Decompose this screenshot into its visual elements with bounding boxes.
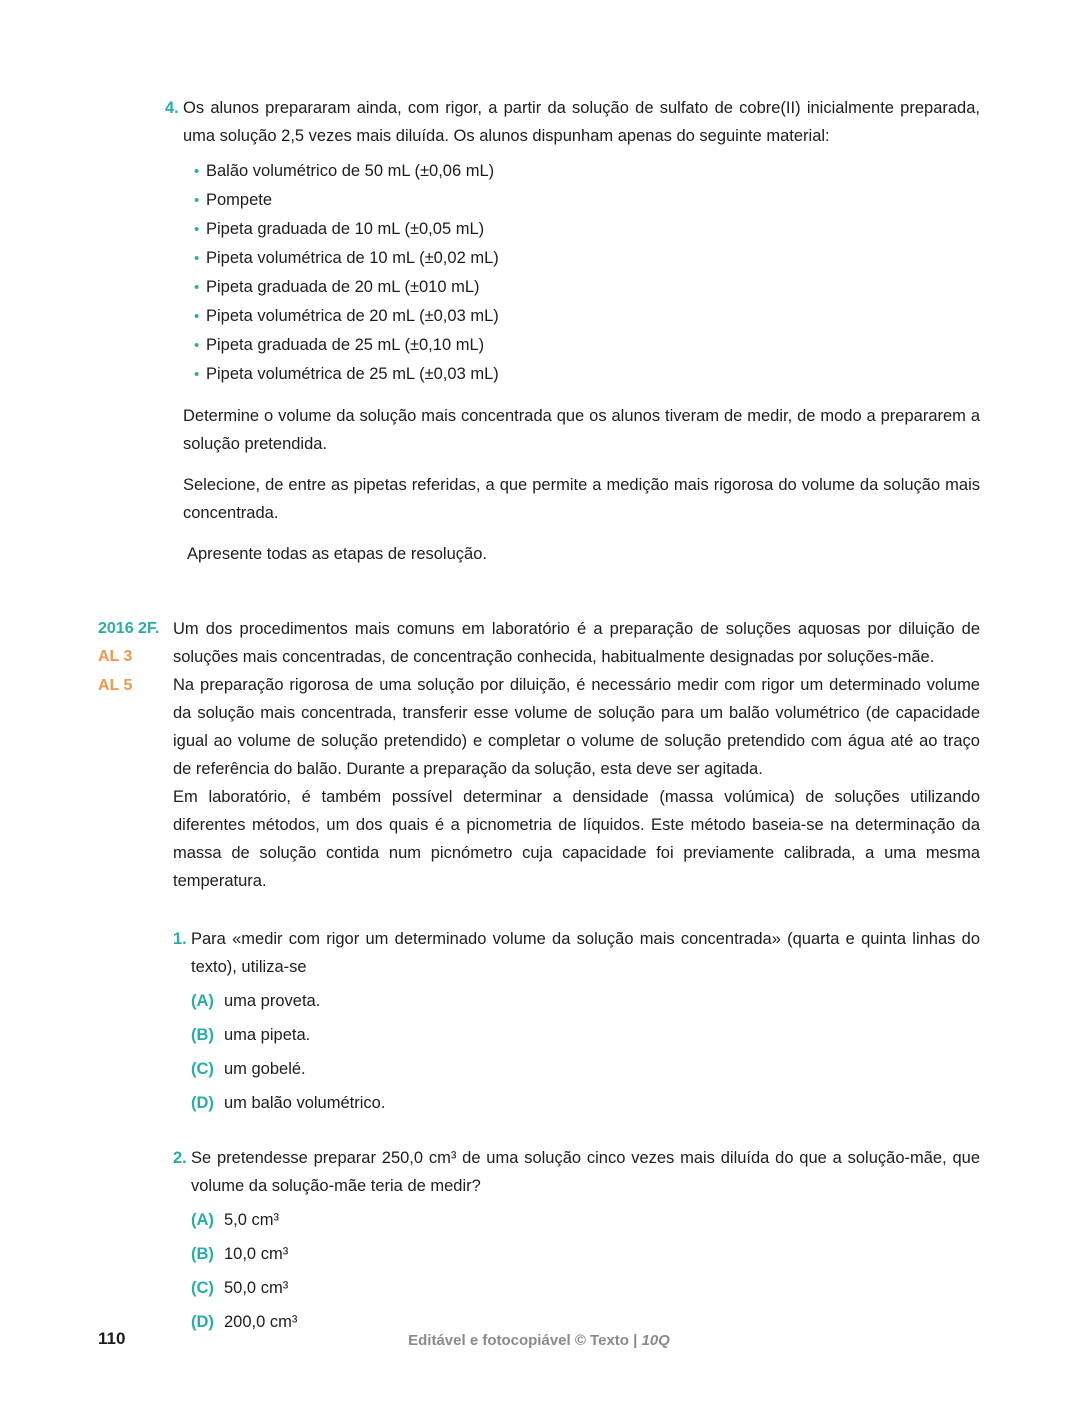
question-2-number: 2.	[173, 1149, 187, 1167]
bullet-icon: •	[194, 250, 200, 267]
option-d-label: (D)	[191, 1313, 214, 1331]
exercise-paragraph: Um dos procedimentos mais comuns em laboratório é a preparação de soluções aquosas por diluição de soluções mais concentradas, de concentração conhecida, habitualmente designadas por soluções-mãe.	[173, 620, 980, 666]
option-a-text: uma proveta.	[224, 992, 321, 1010]
page-footer	[98, 1325, 980, 1347]
material-label: Pipeta volumétrica de 25 mL (±0,03 mL)	[206, 365, 499, 383]
materials-list	[194, 157, 980, 389]
page-number: 110	[98, 1329, 126, 1348]
material-item	[194, 244, 980, 273]
question-1-options	[191, 987, 980, 1117]
option-d-text: um balão volumétrico.	[224, 1094, 386, 1112]
material-label: Pipeta volumétrica de 20 mL (±0,03 mL)	[206, 307, 499, 325]
exercise-item-4	[165, 94, 980, 568]
question-2-text: Se pretendesse preparar 250,0 cm³ de uma solução cinco vezes mais diluída do que a solução-mãe, que volume da solução-mãe teria de medir?	[191, 1149, 980, 1195]
material-item	[194, 273, 980, 302]
option-d	[191, 1089, 980, 1117]
question-2	[173, 1144, 980, 1336]
option-c-text: um gobelé.	[224, 1060, 306, 1078]
task-paragraph: Apresente todas as etapas de resolução.	[187, 545, 487, 563]
option-b	[191, 1021, 980, 1049]
material-item	[194, 186, 980, 215]
option-a	[191, 1206, 980, 1234]
material-label: Pipeta graduada de 25 mL (±0,10 mL)	[206, 336, 485, 354]
exam-code-label: 2016 2F.	[98, 620, 160, 637]
option-d-label: (D)	[191, 1094, 214, 1112]
option-a-text: 5,0 cm³	[224, 1211, 280, 1229]
bullet-icon: •	[194, 192, 200, 209]
exercise-paragraph: Em laboratório, é também possível determinar a densidade (massa volúmica) de soluções utilizando diferentes métodos, um dos quais é a picnometria de líquidos. Este método baseia-se na determinação da massa de solução contida num picnómetro cuja capacidade foi previamente calibrada, a uma mesma temperatura.	[173, 788, 980, 890]
task-paragraph: Determine o volume da solução mais concentrada que os alunos tiveram de medir, de modo a prepararem a solução pretendida.	[183, 407, 980, 453]
item-4-body	[183, 94, 980, 568]
footer-credit	[98, 1327, 980, 1355]
option-b	[191, 1240, 980, 1268]
bullet-icon: •	[194, 366, 200, 383]
option-c	[191, 1274, 980, 1302]
option-d-text: 200,0 cm³	[224, 1313, 298, 1331]
question-1-body	[191, 925, 980, 1117]
footer-edition: 10Q	[641, 1332, 670, 1349]
option-a-label: (A)	[191, 1211, 214, 1229]
option-b-label: (B)	[191, 1245, 214, 1263]
option-c-label: (C)	[191, 1060, 214, 1078]
bullet-icon: •	[194, 221, 200, 238]
option-c	[191, 1055, 980, 1083]
bullet-icon: •	[194, 308, 200, 325]
question-2-body	[191, 1144, 980, 1336]
material-label: Pipeta graduada de 20 mL (±010 mL)	[206, 278, 480, 296]
option-a	[191, 987, 980, 1015]
bullet-icon: •	[194, 279, 200, 296]
exercise-2016-2f	[98, 615, 980, 1336]
question-1	[173, 925, 980, 1117]
material-item	[194, 360, 980, 389]
option-b-text: 10,0 cm³	[224, 1245, 289, 1263]
option-a-label: (A)	[191, 992, 214, 1010]
material-item	[194, 157, 980, 186]
option-b-text: uma pipeta.	[224, 1026, 311, 1044]
item-4-intro: Os alunos prepararam ainda, com rigor, a partir da solução de sulfato de cobre(II) inicialmente preparada, uma solução 2,5 vezes mais diluída. Os alunos dispunham apenas do seguinte material:	[183, 99, 980, 145]
item-4-number: 4.	[165, 99, 179, 117]
question-1-number: 1.	[173, 930, 187, 948]
option-c-label: (C)	[191, 1279, 214, 1297]
option-b-label: (B)	[191, 1026, 214, 1044]
footer-credit-text: Editável e fotocopiável © Texto |	[408, 1332, 638, 1349]
bullet-icon: •	[194, 163, 200, 180]
material-label: Balão volumétrico de 50 mL (±0,06 mL)	[206, 162, 495, 180]
material-item	[194, 302, 980, 331]
question-1-text: Para «medir com rigor um determinado volume da solução mais concentrada» (quarta e quinta linhas do texto), utiliza-se	[191, 930, 980, 976]
bullet-icon: •	[194, 337, 200, 354]
question-2-options	[191, 1206, 980, 1336]
exercise-paragraph: Na preparação rigorosa de uma solução por diluição, é necessário medir com rigor um determinado volume da solução mais concentrada, transferir esse volume de solução para um balão volumétrico (de capacidade igual ao volume de solução pretendido) e completar o volume de solução pretendido com água até ao traço de referência do balão. Durante a preparação da solução, esta deve ser agitada.	[173, 676, 980, 778]
material-label: Pompete	[206, 191, 273, 209]
al-5-label: AL 5	[98, 677, 133, 694]
al-3-label: AL 3	[98, 648, 133, 665]
material-item	[194, 331, 980, 360]
option-c-text: 50,0 cm³	[224, 1279, 289, 1297]
material-label: Pipeta volumétrica de 10 mL (±0,02 mL)	[206, 249, 499, 267]
exercise-text	[173, 615, 980, 1336]
task-paragraph: Selecione, de entre as pipetas referidas, a que permite a medição mais rigorosa do volume da solução mais concentrada.	[183, 476, 980, 522]
page-content	[98, 94, 980, 1336]
material-item	[194, 215, 980, 244]
material-label: Pipeta graduada de 10 mL (±0,05 mL)	[206, 220, 485, 238]
item-4-row	[165, 94, 980, 568]
